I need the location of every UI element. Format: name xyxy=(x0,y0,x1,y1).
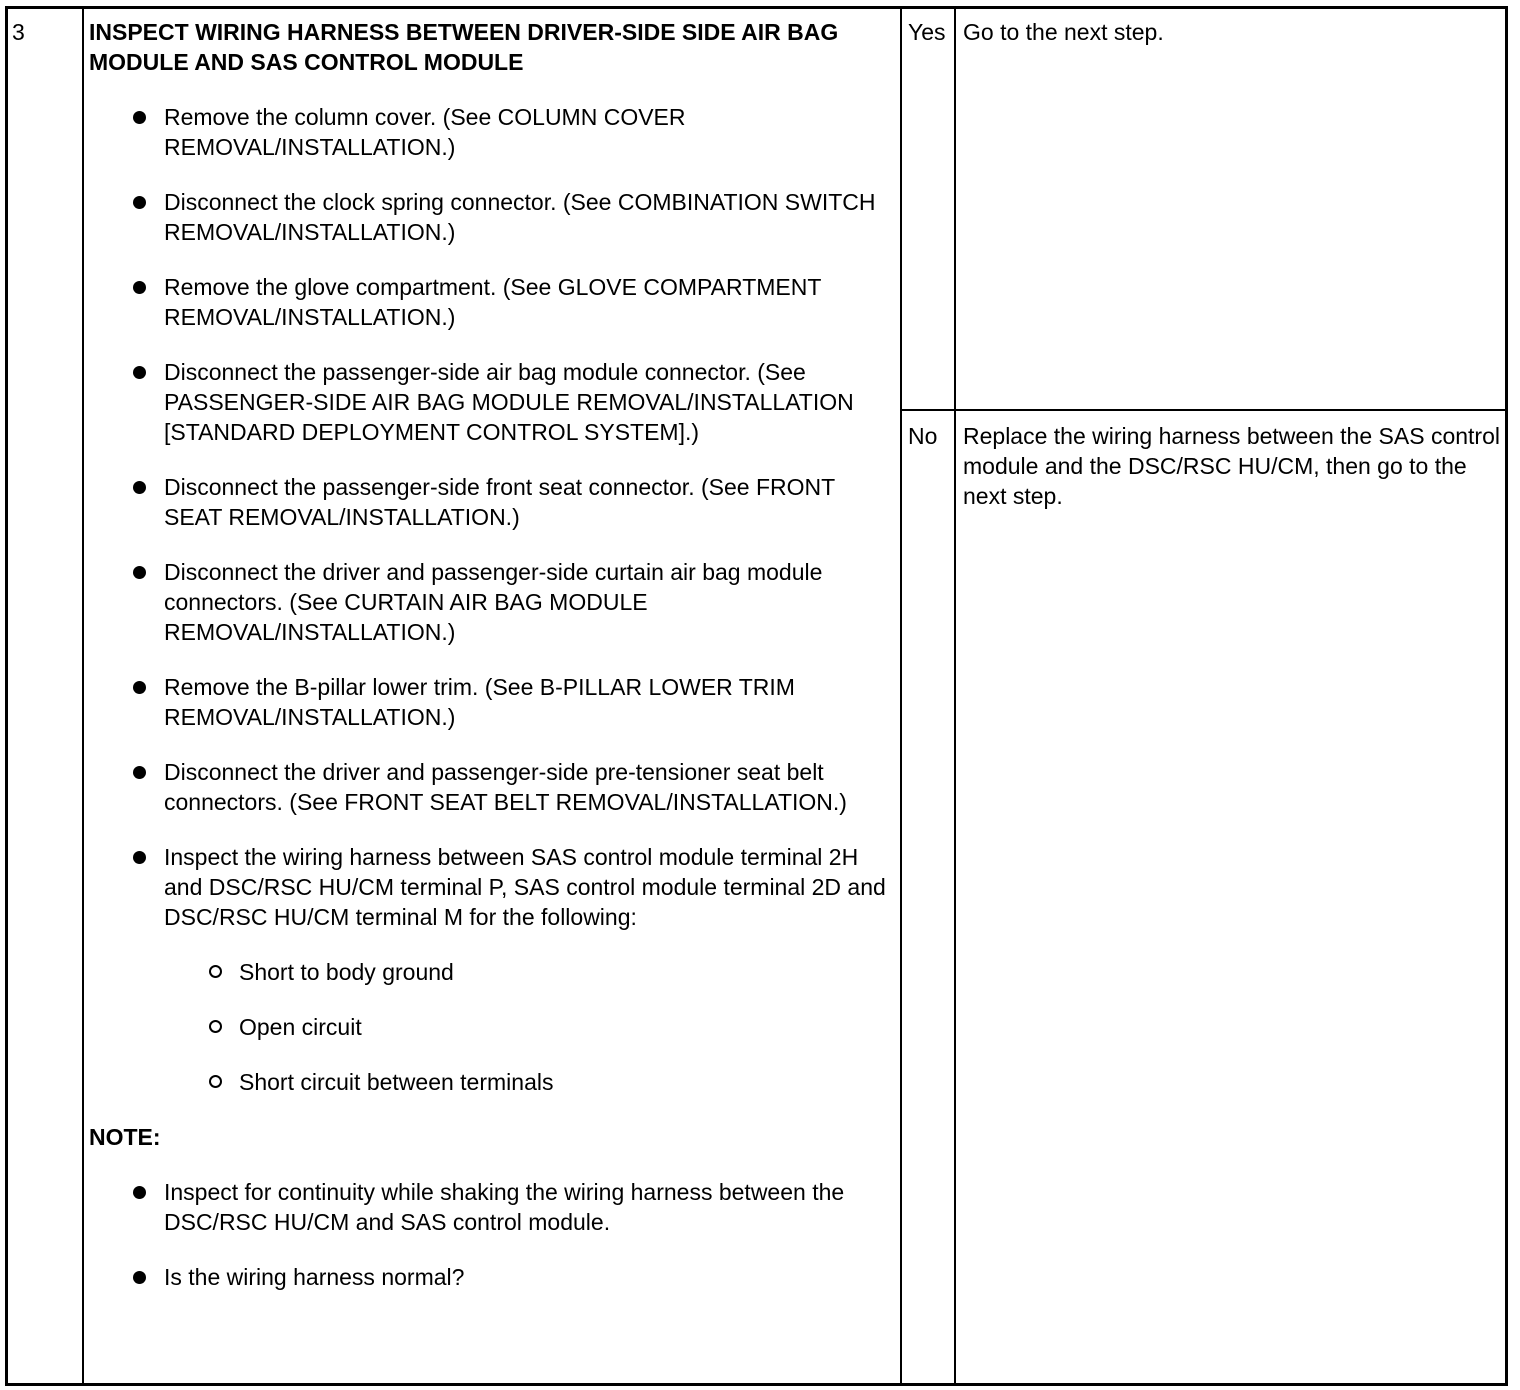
hollow-bullet-icon xyxy=(209,1075,222,1088)
column-divider xyxy=(954,9,956,1383)
bullet-icon xyxy=(133,1186,146,1199)
bullet-icon xyxy=(133,111,146,124)
bullet-icon xyxy=(133,366,146,379)
list-item: Disconnect the driver and passenger-side pre-tensioner seat belt connectors. (See FRONT SEAT BELT REMOVAL/INSTALLATION.) xyxy=(89,757,889,817)
note-item: Inspect for continuity while shaking the wiring harness between the DSC/RSC HU/CM and SAS control module. xyxy=(89,1177,889,1237)
bullet-icon xyxy=(133,766,146,779)
list-item: Inspect the wiring harness between SAS control module terminal 2H and DSC/RSC HU/CM terminal P, SAS control module terminal 2D and DSC/RSC HU/CM terminal M for the following: xyxy=(89,842,889,932)
row-divider xyxy=(900,409,1505,411)
condition-item: Short circuit between terminals xyxy=(89,1067,889,1097)
list-item: Disconnect the clock spring connector. (See COMBINATION SWITCH REMOVAL/INSTALLATION.) xyxy=(89,187,889,247)
condition-item: Short to body ground xyxy=(89,957,889,987)
step-actions-list xyxy=(89,102,889,1317)
bullet-icon xyxy=(133,681,146,694)
bullet-icon xyxy=(133,481,146,494)
note-label: NOTE: xyxy=(89,1124,161,1150)
list-item: Remove the column cover. (See COLUMN COVER REMOVAL/INSTALLATION.) xyxy=(89,102,889,162)
bullet-icon xyxy=(133,1271,146,1284)
condition-item: Open circuit xyxy=(89,1012,889,1042)
step-title: INSPECT WIRING HARNESS BETWEEN DRIVER-SIDE SIDE AIR BAG MODULE AND SAS CONTROL MODULE xyxy=(89,19,839,75)
hollow-bullet-icon xyxy=(209,1020,222,1033)
yes-label: Yes xyxy=(908,19,946,45)
bullet-icon xyxy=(133,851,146,864)
column-divider xyxy=(82,9,84,1383)
column-divider xyxy=(900,9,902,1383)
note-item: Is the wiring harness normal? xyxy=(89,1262,889,1292)
list-item: Disconnect the passenger-side air bag module connector. (See PASSENGER-SIDE AIR BAG MODULE REMOVAL/INSTALLATION [STANDARD DEPLOYMENT CONTROL SYSTEM].) xyxy=(89,357,889,447)
bullet-icon xyxy=(133,566,146,579)
no-label: No xyxy=(908,423,938,449)
hollow-bullet-icon xyxy=(209,965,222,978)
list-item: Disconnect the driver and passenger-side curtain air bag module connectors. (See CURTAIN AIR BAG MODULE REMOVAL/INSTALLATION.) xyxy=(89,557,889,647)
bullet-icon xyxy=(133,281,146,294)
list-item: Remove the glove compartment. (See GLOVE COMPARTMENT REMOVAL/INSTALLATION.) xyxy=(89,272,889,332)
step-number: 3 xyxy=(12,19,25,45)
no-action: Replace the wiring harness between the SAS control module and the DSC/RSC HU/CM, then go to the next step. xyxy=(963,423,1500,509)
bullet-icon xyxy=(133,196,146,209)
diagnostic-step-table xyxy=(5,6,1508,1386)
yes-action: Go to the next step. xyxy=(963,19,1164,45)
list-item: Remove the B-pillar lower trim. (See B-PILLAR LOWER TRIM REMOVAL/INSTALLATION.) xyxy=(89,672,889,732)
list-item: Disconnect the passenger-side front seat connector. (See FRONT SEAT REMOVAL/INSTALLATION.) xyxy=(89,472,889,532)
